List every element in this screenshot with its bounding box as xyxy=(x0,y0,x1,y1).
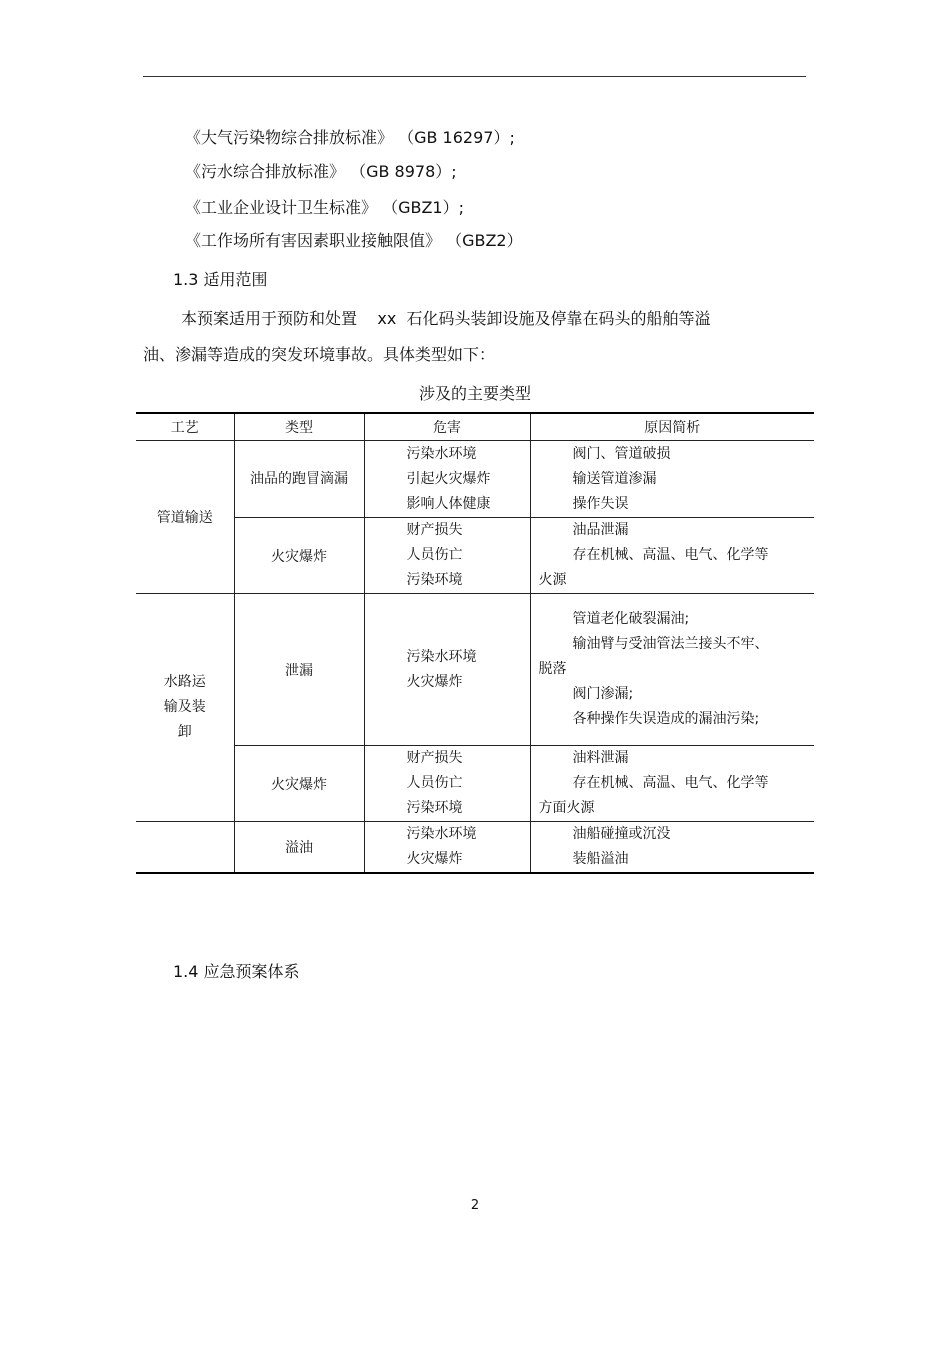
cause-item: 管道老化破裂漏油; xyxy=(572,611,690,627)
hazard-item: 影响人体健康 xyxy=(406,495,491,512)
process-cell-empty xyxy=(136,822,234,874)
table-row xyxy=(136,518,814,594)
header-cause: 原因简析 xyxy=(530,413,814,441)
cause-item: 油料泄漏 xyxy=(572,750,629,766)
cause-item: 阀门、管道破损 xyxy=(572,445,671,462)
cause-item: 输送管道渗漏 xyxy=(572,470,657,487)
cause-item: 输油臂与受油管法兰接头不牢、 xyxy=(572,636,769,652)
cause-item: 脱落 xyxy=(538,661,567,677)
cause-cell xyxy=(530,746,814,822)
type-cell: 火灾爆炸 xyxy=(234,746,364,822)
cause-item: 方面火源 xyxy=(538,800,595,816)
section-1-4-heading: 1.4 应急预案体系 xyxy=(173,962,300,981)
page-number: 2 xyxy=(470,1198,480,1213)
header-hazard: 危害 xyxy=(364,413,530,441)
table-row xyxy=(136,441,814,518)
header-rule xyxy=(143,76,806,77)
header-process: 工艺 xyxy=(136,413,234,441)
hazard-item: 污染环境 xyxy=(406,572,463,588)
hazard-item: 污染水环境 xyxy=(406,648,477,665)
section-1-3-heading: 1.3 适用范围 xyxy=(173,270,268,289)
scope-paragraph-line-2: 油、渗漏等造成的突发环境事故。具体类型如下： xyxy=(143,345,496,364)
cause-cell xyxy=(530,441,814,518)
type-cell: 火灾爆炸 xyxy=(234,518,364,594)
hazard-item: 财产损失 xyxy=(406,522,463,538)
type-cell: 溢油 xyxy=(234,822,364,874)
cause-cell xyxy=(530,822,814,874)
scope-paragraph-line-1: 本预案适用于预防和处置 xx 石化码头装卸设施及停靠在码头的船舶等溢 xyxy=(181,309,711,328)
reference-3: 《工业企业设计卫生标准》 （GBZ1）; xyxy=(185,198,464,217)
hazard-item: 财产损失 xyxy=(406,750,463,766)
table-row xyxy=(136,822,814,874)
cause-item: 操作失误 xyxy=(572,495,629,512)
reference-1: 《大气污染物综合排放标准》 （GB 16297）; xyxy=(185,128,515,147)
table-header-row xyxy=(136,413,814,441)
cause-cell xyxy=(530,594,814,746)
table-row xyxy=(136,594,814,746)
cause-item: 阀门渗漏; xyxy=(572,686,634,702)
reference-2: 《污水综合排放标准》 （GB 8978）; xyxy=(185,162,457,181)
hazard-item: 污染水环境 xyxy=(406,826,477,842)
hazard-item: 火灾爆炸 xyxy=(406,851,463,867)
cause-item: 各种操作失误造成的漏油污染; xyxy=(572,711,760,727)
cause-item: 油船碰撞或沉没 xyxy=(572,826,671,842)
cause-item: 存在机械、高温、电气、化学等 xyxy=(572,775,769,791)
type-cell: 泄漏 xyxy=(234,594,364,746)
process-cell: 水路运输及装卸 xyxy=(136,594,234,822)
type-cell: 油品的跑冒滴漏 xyxy=(234,441,364,518)
hazard-cell xyxy=(364,594,530,746)
cause-item: 火源 xyxy=(538,572,567,588)
reference-4: 《工作场所有害因素职业接触限值》 （GBZ2） xyxy=(185,231,523,250)
hazard-item: 污染环境 xyxy=(406,800,463,816)
hazard-cell xyxy=(364,441,530,518)
cause-item: 装船溢油 xyxy=(572,851,629,867)
hazard-cell xyxy=(364,746,530,822)
hazard-types-table xyxy=(136,412,814,874)
table-row xyxy=(136,746,814,822)
cause-item: 油品泄漏 xyxy=(572,522,629,538)
hazard-item: 人员伤亡 xyxy=(406,775,463,791)
cause-item: 存在机械、高温、电气、化学等 xyxy=(572,547,769,563)
table-caption: 涉及的主要类型 xyxy=(418,384,531,403)
hazard-cell xyxy=(364,518,530,594)
hazard-item: 引起火灾爆炸 xyxy=(406,470,491,487)
cause-cell xyxy=(530,518,814,594)
process-cell: 管道输送 xyxy=(136,441,234,594)
hazard-item: 火灾爆炸 xyxy=(406,673,463,690)
hazard-item: 污染水环境 xyxy=(406,445,477,462)
hazard-item: 人员伤亡 xyxy=(406,547,463,563)
header-type: 类型 xyxy=(234,413,364,441)
hazard-cell xyxy=(364,822,530,874)
